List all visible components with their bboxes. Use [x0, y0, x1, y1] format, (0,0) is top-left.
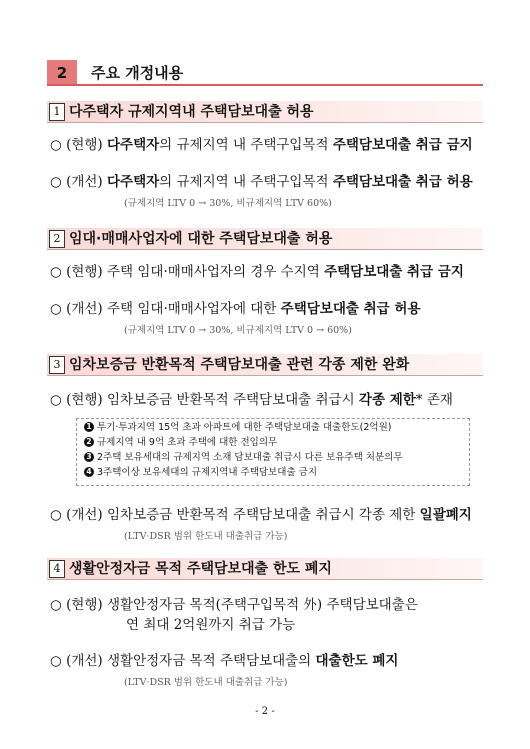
item-title: 임차보증금 반환목적 주택담보대출 관련 각종 제한 완화	[69, 357, 410, 373]
note: (LTV·DSR 범위 한도내 대출취급 가능)	[124, 531, 288, 542]
section-number: 2	[47, 60, 77, 86]
bullet-current: ○ (현행) 임차보증금 반환목적 주택담보대출 취급시 각종 제한* 존재	[50, 392, 453, 408]
note: (규제지역 LTV 0 → 30%, 비규제지역 LTV 60%)	[124, 198, 332, 209]
restriction-item: 1 투기·투과지역 15억 초과 아파트에 대한 주택담보대출 대출한도(2억원)	[84, 421, 391, 435]
item-title: 생활안정자금 목적 주택담보대출 한도 폐지	[69, 561, 332, 577]
page-number: - 2 -	[255, 706, 275, 717]
item-number: 1	[49, 103, 65, 121]
item-number: 2	[49, 230, 65, 248]
bullet-current: ○ (현행) 다주택자의 규제지역 내 주택구입목적 주택담보대출 취급 금지	[50, 137, 473, 153]
item-header-3	[47, 354, 483, 376]
section-header	[47, 60, 483, 86]
restriction-item: 3 2주택 보유세대의 규제지역 소재 담보대출 취급시 다른 보유주택 처분의무	[84, 451, 403, 465]
section-title: 주요 개정내용	[91, 64, 184, 82]
bullet-current: ○ (현행) 생활안정자금 목적(주택구입목적 外) 주택담보대출은	[50, 597, 418, 613]
bullet-improved: ○ (개선) 다주택자의 규제지역 내 주택구입목적 주택담보대출 취급 허용	[50, 174, 473, 190]
note: (규제지역 LTV 0 → 30%, 비규제지역 LTV 0 → 60%)	[124, 325, 352, 336]
bullet-improved: ○ (개선) 생활안정자금 목적 주택담보대출의 대출한도 폐지	[50, 653, 399, 669]
item-header-2	[47, 228, 483, 250]
bullet-improved: ○ (개선) 주택 임대·매매사업자에 대한 주택담보대출 취급 허용	[50, 301, 421, 317]
restriction-item: 2 규제지역 내 9억 초과 주택에 대한 전입의무	[84, 436, 277, 450]
item-title: 임대·매매사업자에 대한 주택담보대출 허용	[69, 231, 333, 247]
bullet-current: ○ (현행) 주택 임대·매매사업자의 경우 수지역 주택담보대출 취급 금지	[50, 264, 464, 280]
item-number: 3	[49, 356, 65, 374]
bullet-improved: ○ (개선) 임차보증금 반환목적 주택담보대출 취급시 각종 제한 일괄폐지	[50, 507, 472, 523]
item-title: 다주택자 규제지역내 주택담보대출 허용	[69, 104, 314, 120]
restriction-item: 4 3주택이상 보유세대의 규제지역내 주택담보대출 금지	[84, 466, 317, 480]
item-number: 4	[49, 560, 65, 578]
bullet-current-line2: 연 최대 2억원까지 취급 가능	[126, 617, 296, 633]
item-header-4	[47, 558, 483, 580]
section-underline	[47, 84, 483, 86]
item-header-1	[47, 101, 483, 123]
note: (LTV·DSR 범위 한도내 대출취급 가능)	[124, 677, 288, 688]
